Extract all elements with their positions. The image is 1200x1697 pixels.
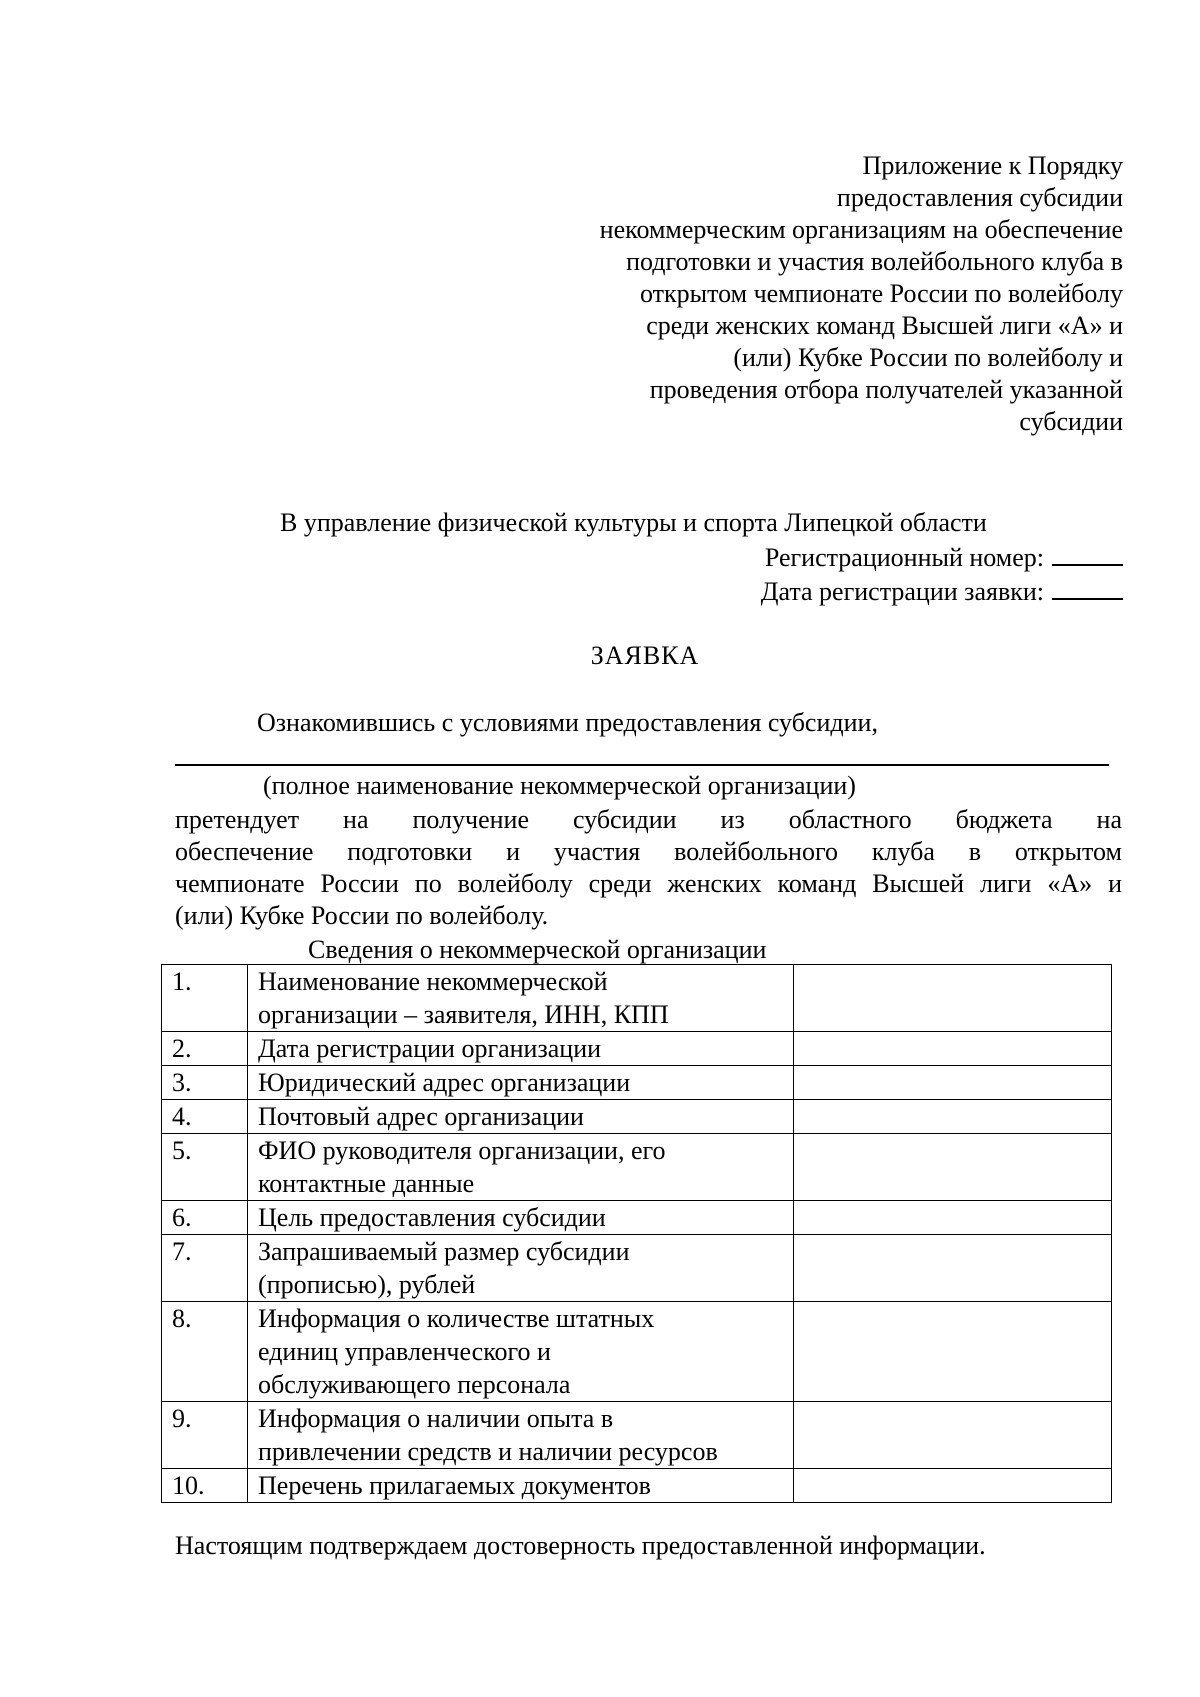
row-number: 3. bbox=[162, 1066, 248, 1100]
row-label bbox=[248, 1066, 794, 1100]
row-label bbox=[248, 1469, 794, 1503]
row-label-line: Информация о количестве штатных bbox=[258, 1304, 655, 1333]
table-row bbox=[162, 1302, 1112, 1402]
row-label bbox=[248, 1100, 794, 1134]
appendix-header-line: субсидии bbox=[1019, 407, 1123, 436]
row-value-cell[interactable] bbox=[794, 1469, 1112, 1503]
body-line: обеспечение подготовки и участия волейбольного клуба в открытом bbox=[175, 837, 1122, 866]
row-label-line: ФИО руководителя организации, его bbox=[258, 1136, 666, 1165]
registration-date bbox=[761, 574, 1123, 608]
organization-name-blank[interactable] bbox=[175, 764, 1109, 766]
body-line: (или) Кубке России по волейболу. bbox=[175, 901, 549, 930]
appendix-header-line: предоставления субсидии bbox=[836, 183, 1123, 212]
row-number: 2. bbox=[162, 1032, 248, 1066]
row-number: 5. bbox=[162, 1134, 248, 1201]
table-row bbox=[162, 1100, 1112, 1134]
row-label-line: Наименование некоммерческой bbox=[258, 967, 608, 996]
appendix-header bbox=[480, 150, 1123, 438]
row-label bbox=[248, 1201, 794, 1235]
appendix-header-line: среди женских команд Высшей лиги «А» и bbox=[646, 311, 1123, 340]
table-row bbox=[162, 1032, 1112, 1066]
appendix-header-line: подготовки и участия волейбольного клуба в bbox=[626, 247, 1123, 276]
row-value-cell[interactable] bbox=[794, 1201, 1112, 1235]
confirmation-text: Настоящим подтверждаем достоверность предоставленной информации. bbox=[175, 1531, 986, 1560]
row-value-cell[interactable] bbox=[794, 1032, 1112, 1066]
row-label bbox=[248, 1134, 794, 1201]
table-row bbox=[162, 1469, 1112, 1503]
row-value-cell[interactable] bbox=[794, 1066, 1112, 1100]
intro-text: Ознакомившись с условиями предоставления субсидии, bbox=[257, 708, 878, 737]
registration-date-blank[interactable] bbox=[1052, 574, 1123, 600]
row-value-cell[interactable] bbox=[794, 1402, 1112, 1469]
body-paragraph bbox=[175, 804, 1122, 932]
row-label-line: единиц управленческого и bbox=[258, 1337, 551, 1366]
table-row bbox=[162, 1134, 1112, 1201]
row-value-cell[interactable] bbox=[794, 1134, 1112, 1201]
appendix-header-line: некоммерческим организациям на обеспечение bbox=[599, 215, 1123, 244]
row-label-line: Дата регистрации организации bbox=[258, 1034, 602, 1063]
registration-date-label: Дата регистрации заявки: bbox=[760, 577, 1044, 606]
row-label-line: Юридический адрес организации bbox=[258, 1068, 631, 1097]
organization-name-caption: (полное наименование некоммерческой организации) bbox=[263, 771, 856, 800]
row-label-line: Запрашиваемый размер субсидии bbox=[258, 1237, 630, 1266]
appendix-header-line: Приложение к Порядку bbox=[862, 151, 1123, 180]
appendix-header-line: проведения отбора получателей указанной bbox=[649, 375, 1123, 404]
body-line: чемпионате России по волейболу среди женских команд Высшей лиги «А» и bbox=[175, 869, 1122, 898]
appendix-header-line: (или) Кубке России по волейболу и bbox=[733, 343, 1123, 372]
row-label-line: привлечении средств и наличии ресурсов bbox=[258, 1437, 718, 1466]
organization-info-table bbox=[161, 964, 1112, 1503]
row-value-cell[interactable] bbox=[794, 965, 1112, 1032]
row-label-line: (прописью), рублей bbox=[258, 1270, 476, 1299]
row-value-cell[interactable] bbox=[794, 1100, 1112, 1134]
row-value-cell[interactable] bbox=[794, 1302, 1112, 1402]
table-row bbox=[162, 1235, 1112, 1302]
row-number: 8. bbox=[162, 1302, 248, 1402]
row-label bbox=[248, 1032, 794, 1066]
row-number: 7. bbox=[162, 1235, 248, 1302]
body-line: претендует на получение субсидии из областного бюджета на bbox=[175, 805, 1122, 834]
row-number: 9. bbox=[162, 1402, 248, 1469]
row-number: 1. bbox=[162, 965, 248, 1032]
recipient-line: В управление физической культуры и спорта Липецкой области bbox=[280, 508, 987, 537]
table-row bbox=[162, 1201, 1112, 1235]
row-number: 10. bbox=[162, 1469, 248, 1503]
row-label-line: обслуживающего персонала bbox=[258, 1370, 571, 1399]
row-number: 6. bbox=[162, 1201, 248, 1235]
row-label-line: Информация о наличии опыта в bbox=[258, 1404, 614, 1433]
registration-number-blank[interactable] bbox=[1052, 540, 1123, 566]
row-number: 4. bbox=[162, 1100, 248, 1134]
document-title: ЗАЯВКА bbox=[590, 641, 700, 670]
registration-number bbox=[765, 540, 1123, 574]
table-row bbox=[162, 1066, 1112, 1100]
row-label-line: Перечень прилагаемых документов bbox=[258, 1471, 651, 1500]
row-label bbox=[248, 1302, 794, 1402]
row-label-line: контактные данные bbox=[258, 1169, 475, 1198]
row-label-line: Почтовый адрес организации bbox=[258, 1102, 584, 1131]
table-caption: Сведения о некоммерческой организации bbox=[308, 935, 767, 964]
row-label-line: организации – заявителя, ИНН, КПП bbox=[258, 1000, 669, 1029]
appendix-header-line: открытом чемпионате России по волейболу bbox=[639, 279, 1123, 308]
row-label bbox=[248, 965, 794, 1032]
table-row bbox=[162, 1402, 1112, 1469]
row-value-cell[interactable] bbox=[794, 1235, 1112, 1302]
row-label bbox=[248, 1402, 794, 1469]
row-label bbox=[248, 1235, 794, 1302]
registration-number-label: Регистрационный номер: bbox=[764, 543, 1044, 572]
table-row bbox=[162, 965, 1112, 1032]
row-label-line: Цель предоставления субсидии bbox=[258, 1203, 606, 1232]
